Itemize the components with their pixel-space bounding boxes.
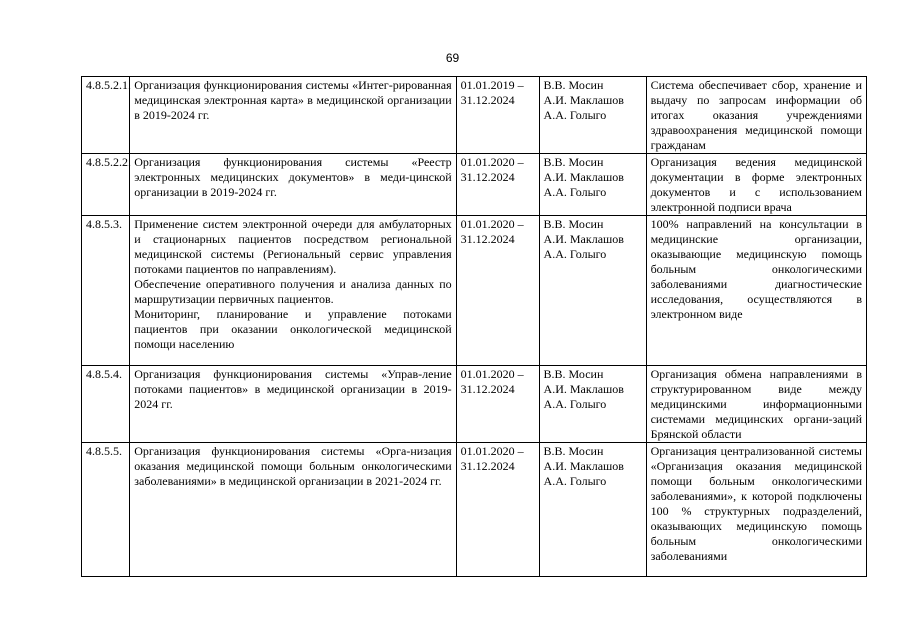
responsible-person: В.В. Мосин [543,155,604,169]
date-start: 01.01.2020 – [460,155,524,169]
page-number: 69 [445,51,460,65]
item-number: 4.8.5.5. [82,443,130,577]
responsible-person: В.В. Мосин [543,367,604,381]
item-dates [456,154,539,216]
date-start: 01.01.2020 – [460,217,524,231]
date-end: 31.12.2024 [460,93,515,107]
date-end: 31.12.2024 [460,232,515,246]
table-row [82,443,867,577]
responsible-person: А.А. Голыго [543,185,607,199]
description-paragraph: Применение систем электронной очереди для амбулаторных и стационарных пациентов посредством региональной медицинской системы (Региональный сервис управления потоками пациентов по направлениям). [134,217,452,276]
item-description [130,77,456,154]
responsible-person: В.В. Мосин [543,78,604,92]
item-responsible [539,77,646,154]
date-end: 31.12.2024 [460,170,515,184]
item-number: 4.8.5.3. [82,216,130,366]
item-result: Организация централизованной системы «Организация оказания медицинской помощи больным онкологическими заболеваниями», к которой подключены 100 % структурных подразделений, оказывающих медицинскую помощь больным онкологическими заболеваниями [646,443,866,577]
item-number: 4.8.5.2.2. [82,154,130,216]
description-paragraph: Обеспечение оперативного получения и анализа данных по маршрутизации первичных пациентов. [134,277,452,306]
measures-table [81,76,867,577]
item-dates [456,443,539,577]
responsible-person: А.А. Голыго [543,474,607,488]
date-end: 31.12.2024 [460,382,515,396]
item-dates [456,366,539,443]
description-paragraph: Организация функционирования системы «Орга-низация оказания медицинской помощи больным онкологическими заболеваниями» в медицинской организации в 2021-2024 гг. [134,444,452,488]
table-row [82,366,867,443]
responsible-person: А.И. Маклашов [543,93,624,107]
item-number: 4.8.5.2.1. [82,77,130,154]
item-responsible [539,154,646,216]
date-start: 01.01.2019 – [460,78,524,92]
responsible-person: А.А. Голыго [543,397,607,411]
description-paragraph: Организация функционирования системы «Реестр электронных медицинских документов» в меди-цинской организации в 2019-2024 гг. [134,155,452,199]
item-description [130,154,456,216]
responsible-person: А.И. Маклашов [543,459,624,473]
item-responsible [539,216,646,366]
item-description [130,366,456,443]
description-paragraph: Мониторинг, планирование и управление потоками пациентов при оказании онкологической медицинской помощи населению [134,307,452,351]
item-result: Организация обмена направлениями в структурированном виде между медицинскими информационными системами медицинских органи-заций Брянской области [646,366,866,443]
item-description [130,216,456,366]
item-dates [456,216,539,366]
responsible-person: А.И. Маклашов [543,170,624,184]
responsible-person: А.А. Голыго [543,247,607,261]
date-end: 31.12.2024 [460,459,515,473]
responsible-person: В.В. Мосин [543,444,604,458]
item-result: Система обеспечивает сбор, хранение и выдачу по запросам информации об итогах оказания учреждениями здравоохранения медицинской помощи гражданам [646,77,866,154]
table-row [82,216,867,366]
item-responsible [539,366,646,443]
item-number: 4.8.5.4. [82,366,130,443]
description-paragraph: Организация функционирования системы «Управ-ление потоками пациентов» в медицинской организации в 2019-2024 гг. [134,367,452,411]
date-start: 01.01.2020 – [460,444,524,458]
responsible-person: А.А. Голыго [543,108,607,122]
item-description [130,443,456,577]
item-result: 100% направлений на консультации в медицинские организации, оказывающие медицинскую помощь больным онкологическими заболеваниями диагностические исследования, осуществляются в электронном виде [646,216,866,366]
item-result: Организация ведения медицинской документации в форме электронных документов и с использованием электронной подписи врача [646,154,866,216]
item-dates [456,77,539,154]
responsible-person: А.И. Маклашов [543,382,624,396]
responsible-person: В.В. Мосин [543,217,604,231]
table-row [82,77,867,154]
description-paragraph: Организация функционирования системы «Интег-рированная медицинская электронная карта» в медицинской организации в 2019-2024 гг. [134,78,452,122]
table-row [82,154,867,216]
responsible-person: А.И. Маклашов [543,232,624,246]
item-responsible [539,443,646,577]
date-start: 01.01.2020 – [460,367,524,381]
